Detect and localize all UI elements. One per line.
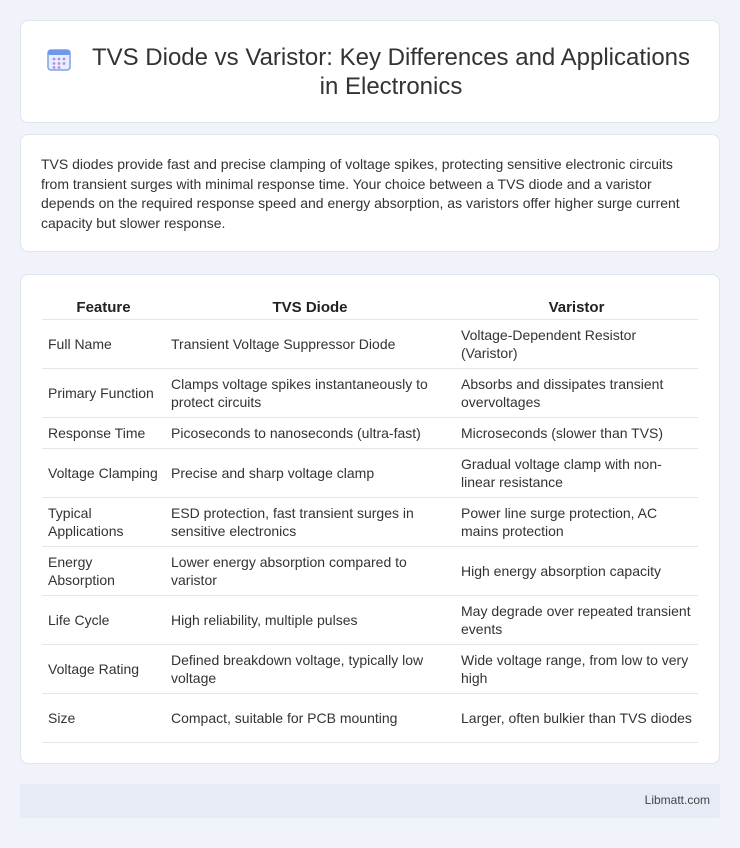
feature-cell: Typical Applications (42, 497, 165, 546)
feature-cell: Size (42, 693, 165, 742)
comparison-card (20, 274, 720, 764)
tvs-diode-cell: Compact, suitable for PCB mounting (165, 693, 455, 742)
tvs-diode-cell: Defined breakdown voltage, typically low voltage (165, 644, 455, 693)
table-row (42, 595, 698, 644)
tvs-diode-cell: Lower energy absorption compared to varistor (165, 546, 455, 595)
table-row (42, 497, 698, 546)
table-row (42, 448, 698, 497)
tvs-diode-cell: Precise and sharp voltage clamp (165, 448, 455, 497)
page-title: TVS Diode vs Varistor: Key Differences and Applications in Electronics (91, 43, 691, 100)
table-row (42, 546, 698, 595)
tvs-diode-cell: High reliability, multiple pulses (165, 595, 455, 644)
varistor-cell: Larger, often bulkier than TVS diodes (455, 693, 698, 742)
feature-cell: Voltage Rating (42, 644, 165, 693)
varistor-cell: Absorbs and dissipates transient overvoltages (455, 368, 698, 417)
title-card (20, 20, 720, 123)
tvs-diode-cell: Picoseconds to nanoseconds (ultra-fast) (165, 417, 455, 448)
varistor-cell: Wide voltage range, from low to very high (455, 644, 698, 693)
title-wrap (21, 21, 719, 122)
table-row (42, 319, 698, 368)
tvs-diode-cell: Clamps voltage spikes instantaneously to protect circuits (165, 368, 455, 417)
tvs-diode-cell: ESD protection, fast transient surges in sensitive electronics (165, 497, 455, 546)
table-row (42, 644, 698, 693)
table-header-row (42, 295, 698, 319)
calendar-icon (45, 45, 73, 73)
varistor-cell: Microseconds (slower than TVS) (455, 417, 698, 448)
comparison-table (42, 295, 698, 743)
varistor-cell: Gradual voltage clamp with non-linear resistance (455, 448, 698, 497)
column-header-tvs-diode: TVS Diode (165, 295, 455, 319)
table-row (42, 417, 698, 448)
table-row (42, 693, 698, 742)
intro-card (20, 134, 720, 252)
tvs-diode-cell: Transient Voltage Suppressor Diode (165, 319, 455, 368)
column-header-feature: Feature (42, 295, 165, 319)
varistor-cell: Power line surge protection, AC mains protection (455, 497, 698, 546)
intro-paragraph: TVS diodes provide fast and precise clamping of voltage spikes, protecting sensitive electronic circuits from transient surges with minimal response time. Your choice between a TVS diode and a varistor depends on the required response speed and energy absorption, as varistors offer higher surge current capacity but slower response. (41, 156, 680, 231)
footer-bar (20, 784, 720, 818)
feature-cell: Life Cycle (42, 595, 165, 644)
feature-cell: Voltage Clamping (42, 448, 165, 497)
feature-cell: Primary Function (42, 368, 165, 417)
feature-cell: Full Name (42, 319, 165, 368)
varistor-cell: May degrade over repeated transient events (455, 595, 698, 644)
footer-brand[interactable]: Libmatt.com (644, 793, 710, 807)
feature-cell: Response Time (42, 417, 165, 448)
table-row (42, 368, 698, 417)
varistor-cell: Voltage-Dependent Resistor (Varistor) (455, 319, 698, 368)
varistor-cell: High energy absorption capacity (455, 546, 698, 595)
feature-cell: Energy Absorption (42, 546, 165, 595)
column-header-varistor: Varistor (455, 295, 698, 319)
